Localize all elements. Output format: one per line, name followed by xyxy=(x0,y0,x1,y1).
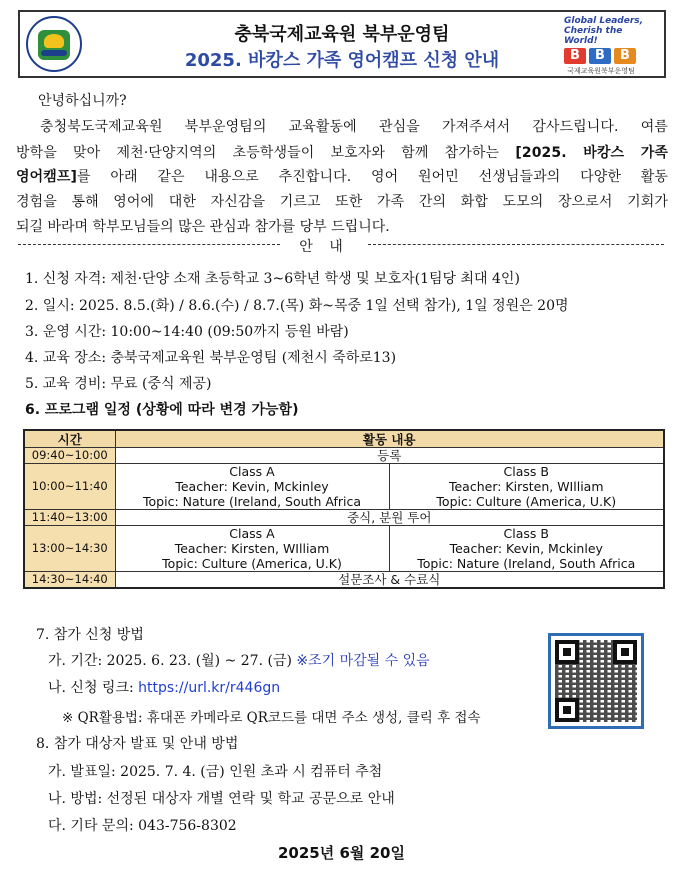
apply-period-text: 가. 기간: 2025. 6. 23. (월) ~ 27. (금) xyxy=(48,653,292,669)
info-item-2: 2. 일시: 2025. 8.5.(화) / 8.6.(수) / 8.7.(목) 화~목중 1일 선택 참가), 1일 정원은 20명 xyxy=(25,298,569,314)
table-row xyxy=(24,556,664,572)
table-row xyxy=(24,494,664,510)
table-row xyxy=(24,526,664,542)
activity-cell: 중식, 분원 투어 xyxy=(115,510,664,526)
logo-letter-b2: B xyxy=(589,48,611,64)
page-subtitle: 2025. 바캉스 가족 영어캠프 신청 안내 xyxy=(184,50,500,71)
table-row xyxy=(24,572,664,589)
qr-code[interactable] xyxy=(548,633,644,729)
intro-line-3-text: 를 아래 같은 내용으로 추진합니다. 영어 원어민 선생님들과의 다양한 활동 xyxy=(77,169,668,185)
intro-line-1: 충청북도국제교육원 북부운영팀의 교육활동에 관심을 가져주셔서 감사드립니다. 여름 xyxy=(40,119,668,135)
time-cell: 09:40~10:00 xyxy=(24,448,115,464)
class-b-teacher: Teacher: Kirsten, WIlliam xyxy=(389,479,664,494)
page-title: 충북국제교육원 북부운영팀 xyxy=(234,24,450,45)
announce-contact: 다. 기타 문의: 043-756-8302 xyxy=(48,818,237,834)
time-cell: 10:00~11:40 xyxy=(24,464,115,510)
intro-line-5: 되길 바라며 학부모님들의 많은 관심과 참가를 당부 드립니다. xyxy=(16,219,390,235)
announce-date: 가. 발표일: 2025. 7. 4. (금) 인원 초과 시 컴퓨터 추첨 xyxy=(48,764,383,780)
apply-heading: 7. 참가 신청 방법 xyxy=(36,627,144,643)
class-b-label: Class B xyxy=(389,526,664,542)
apply-link-label: 나. 신청 링크: xyxy=(48,680,134,696)
class-a-label: Class A xyxy=(115,526,389,542)
logo-letter-b1: B xyxy=(564,48,586,64)
apply-period xyxy=(48,650,430,670)
announce-method: 나. 방법: 선정된 대상자 개별 연락 및 학교 공문으로 안내 xyxy=(48,791,395,807)
header-time: 시간 xyxy=(24,430,115,448)
qr-finder-bottom-left xyxy=(555,698,579,722)
table-row xyxy=(24,448,664,464)
qr-finder-top-left xyxy=(555,640,579,664)
class-b-label: Class B xyxy=(389,464,664,480)
schedule-table xyxy=(23,429,665,589)
activity-cell: 등록 xyxy=(115,448,664,464)
section-divider xyxy=(18,236,664,254)
apply-link[interactable]: https://url.kr/r446gn xyxy=(138,680,281,696)
time-cell: 14:30~14:40 xyxy=(24,572,115,589)
logo-slogan-line1: Global Leaders, xyxy=(564,16,644,26)
qr-code-pattern xyxy=(555,640,637,722)
table-row xyxy=(24,479,664,494)
time-cell: 13:00~14:30 xyxy=(24,526,115,572)
divider-line-right xyxy=(368,244,664,245)
class-b-teacher: Teacher: Kevin, Mckinley xyxy=(389,541,664,556)
logo-letter-b3: B xyxy=(614,48,636,64)
table-row xyxy=(24,464,664,480)
announce-heading: 8. 참가 대상자 발표 및 안내 방법 xyxy=(36,736,239,752)
info-item-1: 1. 신청 자격: 제천·단양 소재 초등학교 3~6학년 학생 및 보호자(1팀당 최대 4인) xyxy=(25,271,520,287)
info-item-5: 5. 교육 경비: 무료 (중식 제공) xyxy=(25,376,212,392)
time-cell: 11:40~13:00 xyxy=(24,510,115,526)
class-a-topic: Topic: Nature (Ireland, South Africa xyxy=(115,494,389,510)
intro-line-2-text: 방학을 맞아 제천·단양지역의 초등학생들이 보호자와 함께 참가하는 xyxy=(16,145,500,161)
info-item-4: 4. 교육 장소: 충북국제교육원 북부운영팀 (제천시 죽하로13) xyxy=(25,350,397,366)
logo-subtitle: 국제교육원북부운영팀 xyxy=(567,67,635,75)
apply-link-line xyxy=(48,677,280,697)
schedule-header-row xyxy=(24,430,664,448)
table-row xyxy=(24,541,664,556)
divider-line-left xyxy=(18,244,280,245)
early-close-note: ※조기 마감될 수 있음 xyxy=(296,653,430,669)
intro-camp-name-end: 영어캠프] xyxy=(16,169,77,185)
table-row xyxy=(24,510,664,526)
logo-letters xyxy=(564,48,658,64)
class-b-topic: Topic: Culture (America, U.K) xyxy=(389,494,664,510)
logo-slogan-line2: Cherish the World! xyxy=(564,26,623,46)
class-a-teacher: Teacher: Kevin, Mckinley xyxy=(115,479,389,494)
info-item-6: 6. 프로그램 일정 (상황에 따라 변경 가능함) xyxy=(25,402,299,418)
document-date: 2025년 6월 20일 xyxy=(278,844,405,862)
qr-finder-top-right xyxy=(613,640,637,664)
intro-line-2 xyxy=(16,142,668,162)
header-activity: 활동 내용 xyxy=(115,430,664,448)
class-a-topic: Topic: Culture (America, U.K) xyxy=(115,556,389,572)
intro-line-4: 경험을 통해 영어에 대한 자신감을 기르고 또한 가족 간의 화합 도모의 장으로서 기회가 xyxy=(16,194,668,210)
intro-camp-name: [2025. 바캉스 가족 xyxy=(515,145,668,161)
activity-cell: 설문조사 & 수료식 xyxy=(115,572,664,589)
bbb-logo xyxy=(564,16,658,75)
class-a-label: Class A xyxy=(115,464,389,480)
qr-usage-note: ※ QR활용법: 휴대폰 카메라로 QR코드를 대면 주소 생성, 클릭 후 접속 xyxy=(62,710,481,726)
header-box xyxy=(18,10,666,78)
class-b-topic: Topic: Nature (Ireland, South Africa xyxy=(389,556,664,572)
intro-line-3 xyxy=(16,166,668,186)
divider-label: 안 내 xyxy=(299,239,349,255)
greeting: 안녕하십니까? xyxy=(38,93,127,109)
class-a-teacher: Teacher: Kirsten, WIlliam xyxy=(115,541,389,556)
info-item-3: 3. 운영 시간: 10:00~14:40 (09:50까지 등원 바람) xyxy=(25,324,349,340)
